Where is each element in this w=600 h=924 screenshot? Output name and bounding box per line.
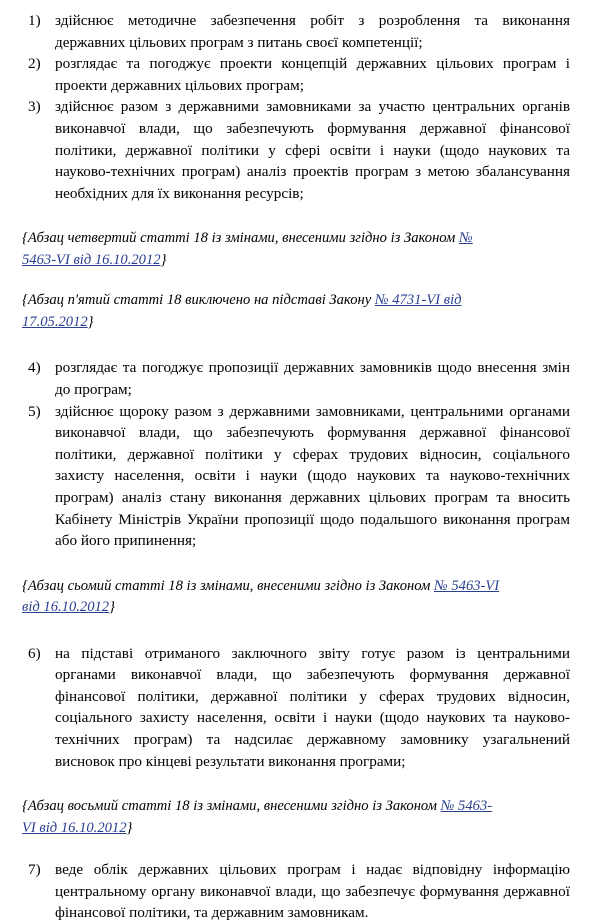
clause-text: веде облік державних цільових програм і надає відповідну інформацію центральному органу виконавчої влади, що забезпечує формування державної фінансової політики, та державним замовникам. bbox=[55, 861, 570, 922]
clause-marker: 7) bbox=[28, 861, 41, 879]
clause-item bbox=[0, 401, 600, 552]
law-reference-line-1: № 4731-VI від bbox=[374, 292, 462, 309]
spacer bbox=[0, 333, 600, 357]
clause-item bbox=[0, 10, 600, 53]
clause-text: на підставі отриманого заключного звіту готує разом із центральними органами виконавчої влади, що забезпечують формування державної фінансової політики, державної політики у сферах трудових відносин, соціального захисту населення, освіти і науки (щодо наукових та науково-технічних програм) та надсилає державному замовнику узагальнений висновок про кінцеві результати виконання програми; bbox=[55, 644, 570, 770]
note-prefix-text: {Абзац восьмий статті 18 із змінами, внесеними згідно із Законом bbox=[22, 798, 441, 815]
spacer bbox=[0, 619, 600, 643]
note-suffix-text: } bbox=[87, 313, 94, 330]
note-prefix-text: {Абзац четвертий статті 18 із змінами, внесеними згідно із Законом bbox=[22, 230, 460, 247]
clause-marker: 3) bbox=[28, 98, 41, 116]
clause-text: здійснює разом з державними замовниками за участю центральних органів виконавчої влади, що забезпечують формування державної фінансової політики, державної політики у сфері освіти і науки (щодо наукових та науково-технічних програм) аналіз проектів програм з метою збалансування необхідних для їх виконання ресурсів; bbox=[55, 98, 570, 202]
top-spacer bbox=[0, 0, 600, 10]
amendment-note bbox=[0, 796, 600, 839]
clause-item bbox=[0, 96, 600, 204]
clause-text: здійснює щороку разом з державними замовниками, центральними органами виконавчої влади, що забезпечують формування державної фінансової політики, державної політики у сферах трудових відносин, соціального захисту населення, освіти і науки (щодо наукових та науково-технічних програм) аналіз стану виконання державних цільових програм та вносить Кабінету Міністрів України пропозиції щодо подальшого виконання програм або його припинення; bbox=[55, 402, 570, 550]
spacer bbox=[0, 552, 600, 576]
law-reference-line-1: № 5463-VI bbox=[433, 577, 500, 594]
clause-text: розглядає та погоджує проекти концепцій державних цільових програм і проекти державних цільових програм; bbox=[55, 55, 570, 94]
note-suffix-text: } bbox=[109, 599, 115, 616]
clause-marker: 2) bbox=[28, 55, 41, 73]
clause-marker: 4) bbox=[28, 359, 41, 377]
note-suffix-text: } bbox=[126, 819, 133, 836]
clause-text: розглядає та погоджує пропозиції державних замовників щодо внесення змін до програм; bbox=[55, 359, 570, 398]
spacer bbox=[0, 839, 600, 859]
law-reference-line-2: 17.05.2012 bbox=[22, 313, 88, 330]
clause-marker: 5) bbox=[28, 402, 41, 420]
clause-marker: 1) bbox=[28, 12, 41, 29]
law-reference-line-2: від 16.10.2012 bbox=[22, 599, 110, 616]
law-reference-line-1: № 5463- bbox=[440, 798, 493, 815]
amendment-note bbox=[0, 290, 600, 333]
clause-item bbox=[0, 643, 600, 773]
note-prefix-text: {Абзац п'ятий статті 18 виключено на підставі Закону bbox=[22, 292, 375, 309]
note-prefix-text: {Абзац сьомий статті 18 із змінами, внесеними згідно із Законом bbox=[22, 577, 434, 594]
clause-item bbox=[0, 53, 600, 96]
clause-group-1 bbox=[0, 10, 600, 204]
law-reference-line-1: № bbox=[459, 230, 473, 247]
law-reference-line-2: VI від 16.10.2012 bbox=[22, 819, 127, 836]
clause-group-2 bbox=[0, 357, 600, 551]
clause-marker: 6) bbox=[28, 644, 41, 662]
clause-group-4 bbox=[0, 859, 600, 924]
amendment-note bbox=[0, 228, 600, 271]
spacer bbox=[0, 204, 600, 228]
spacer bbox=[0, 271, 600, 290]
clause-item bbox=[0, 357, 600, 400]
law-reference-line-2: 5463-VI від 16.10.2012 bbox=[22, 251, 161, 268]
note-suffix-text: } bbox=[160, 251, 167, 268]
amendment-note bbox=[0, 576, 600, 619]
clause-item bbox=[0, 859, 600, 924]
clause-group-3 bbox=[0, 643, 600, 773]
clause-text: здійснює методичне забезпечення робіт з розроблення та виконання державних цільових програм з питань своєї компетенції; bbox=[55, 12, 570, 51]
spacer bbox=[0, 772, 600, 796]
